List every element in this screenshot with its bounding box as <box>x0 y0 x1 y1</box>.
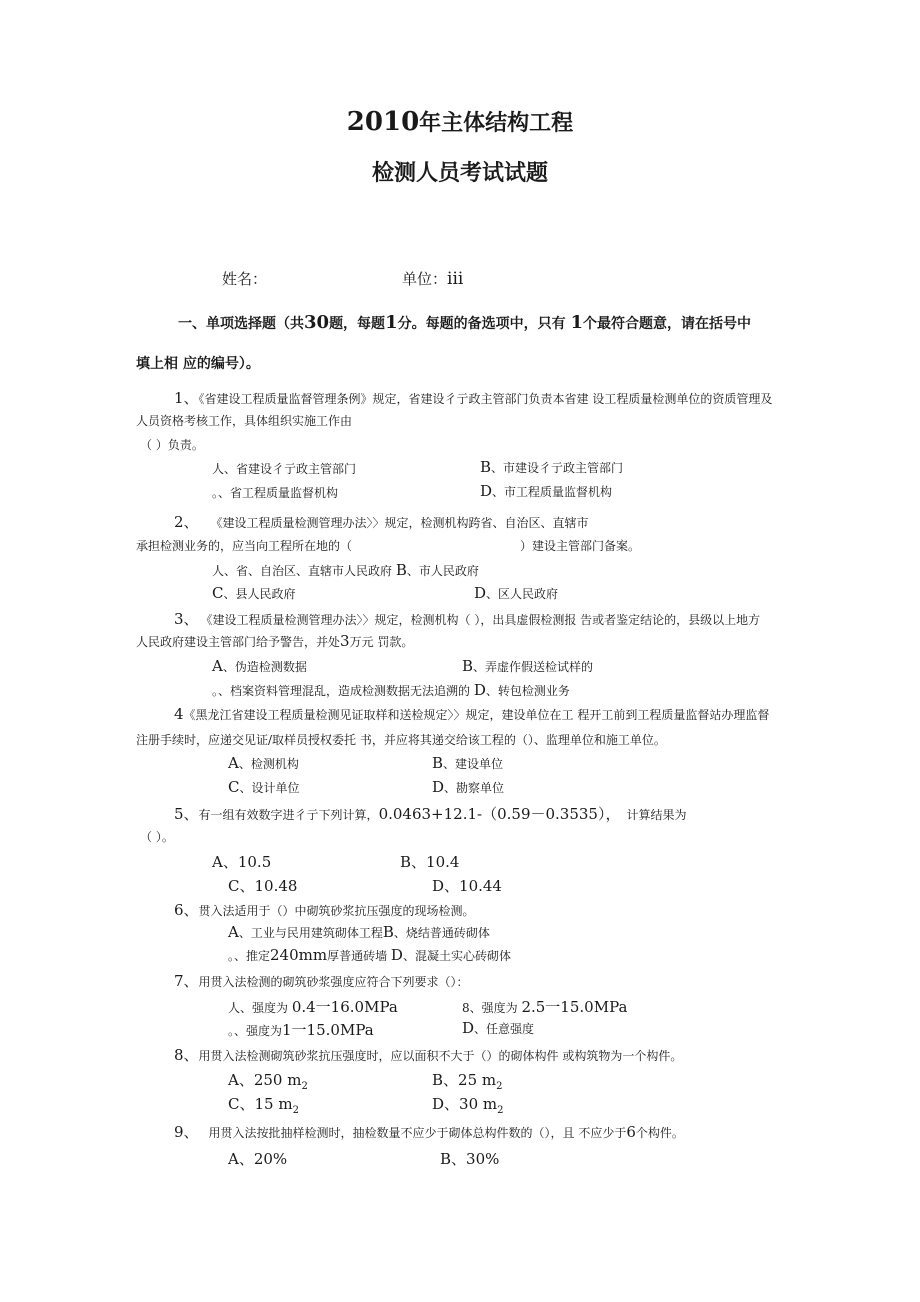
q9-option-b: B、30% <box>440 1150 500 1168</box>
q9-option-a: A、20% <box>228 1150 288 1168</box>
q6-option-a-b: A、工业与民用建筑砌体工程B、烧结普通砖砌体 <box>228 923 490 941</box>
q2-option-d: D、区人民政府 <box>474 584 559 602</box>
q5-option-c: C、10.48 <box>228 877 298 895</box>
q8-option-c: C、15 $m_2$ <box>228 1095 299 1116</box>
section-heading: 一、单项选择题（共30题，每题1分。每题的备选项中，只有 1个最符合题意，请在括号中 <box>178 312 751 333</box>
question-4: 4《黑龙江省建设工程质量检测见证取样和送检规定〉〉规定，建设单位在工 程开工前到工程质量监督站办理监督 <box>174 705 770 723</box>
q5-option-a: A、10.5 <box>212 853 272 871</box>
q8-option-a: A、250 $m_2$ <box>228 1071 308 1092</box>
q3-option-a: A、伪造检测数据 <box>212 657 307 675</box>
question-2-line2b: ）建设主管部门备案。 <box>520 539 641 553</box>
question-2: 2、 《建设工程质量检测管理办法〉〉规定，检测机构跨省、自治区、直辖市 <box>174 513 589 531</box>
q3-option-b: B、弄虚作假送检试样的 <box>462 657 594 675</box>
question-4-line2: 注册手续时，应递交见证/取样员授权委托 书，并应将其递交给该工程的（）、监理单位和施工单位。 <box>136 733 666 747</box>
q2-option-a-b: 人、省、自治区、直辖市人民政府 B、市人民政府 <box>212 561 479 579</box>
question-7: 7、用贯入法检测的砌筑砂浆强度应符合下列要求（）： <box>174 972 469 990</box>
q1-option-c: 。、省工程质量监督机构 <box>212 486 339 500</box>
section-heading-line2: 填上相 应的编号）。 <box>136 356 260 372</box>
q7-option-a: 人、强度为 0.4一16.0MPa <box>228 998 398 1016</box>
q1-option-d: D、市工程质量监督机构 <box>480 482 613 500</box>
q7-option-c: 。、强度为1一15.0MPa <box>228 1021 374 1039</box>
q5-option-d: D、10.44 <box>432 877 502 895</box>
question-2-line2a: 承担检测业务的，应当向工程所在地的（ <box>136 539 353 553</box>
question-6: 6、贯入法适用于（）中砌筑砂浆抗压强度的现场检测。 <box>174 901 475 919</box>
question-3-line2: 人民政府建设主管部门给予警告，并处3万元 罚款。 <box>136 632 414 650</box>
question-1: 1、《省建设工程质量监督管理条例》规定，省建设彳亍政主管部门负责本省建 设工程质量检测单位的资质管理及 <box>174 389 773 407</box>
question-1-line3: （ ）负责。 <box>140 438 204 452</box>
q5-option-b: B、10.4 <box>400 853 460 871</box>
q7-option-b: 8、强度为 2.5一15.0MPa <box>462 998 628 1016</box>
q3-option-c-d: 。、档案资料管理混乱，造成检测数据无法追溯的 D、转包检测业务 <box>212 681 570 699</box>
question-1-line2: 人员资格考核工作，具体组织实施工作由 <box>136 414 353 428</box>
q4-option-c: C、设计单位 <box>228 778 300 796</box>
document-title-line1: 2010年主体结构工程 <box>346 107 574 137</box>
q4-option-a: A、检测机构 <box>228 754 299 772</box>
q4-option-d: D、勘察单位 <box>432 778 505 796</box>
q8-option-b: B、25 $m_2$ <box>432 1071 503 1092</box>
unit-field: 单位：iii <box>402 269 464 289</box>
question-5-line2: （ ）。 <box>140 830 174 844</box>
question-3: 3、 《建设工程质量检测管理办法〉〉规定，检测机构（ ），出具虚假检测报 告或者鉴定结论的，县级以上地方 <box>174 610 761 628</box>
name-label: 姓名： <box>222 270 268 288</box>
q8-option-d: D、30 $m_2$ <box>432 1095 504 1116</box>
question-5: 5、有一组有效数字进彳亍下列计算，0.0463+12.1-（0.59－0.3535）， 计算结果为 <box>174 805 687 823</box>
q2-option-c: C、县人民政府 <box>212 584 296 602</box>
q1-option-a: 人、省建设彳亍政主管部门 <box>212 462 357 476</box>
question-9: 9、 用贯入法按批抽样检测时，抽检数量不应少于砌体总构件数的（），且 不应少于6个构件。 <box>174 1123 684 1141</box>
q1-option-b: B、市建设彳亍政主管部门 <box>480 458 624 476</box>
q4-option-b: B、建设单位 <box>432 754 504 772</box>
q6-option-c-d: 。、推定240mm厚普通砖墙 D、混凝土实心砖砌体 <box>228 946 511 964</box>
question-8: 8、用贯入法检测砌筑砂浆抗压强度时，应以面积不大于（）的砌体构件 或构筑物为一个构件。 <box>174 1046 683 1064</box>
document-title-line2: 检测人员考试试题 <box>371 160 548 186</box>
q7-option-d: D、任意强度 <box>462 1019 535 1037</box>
